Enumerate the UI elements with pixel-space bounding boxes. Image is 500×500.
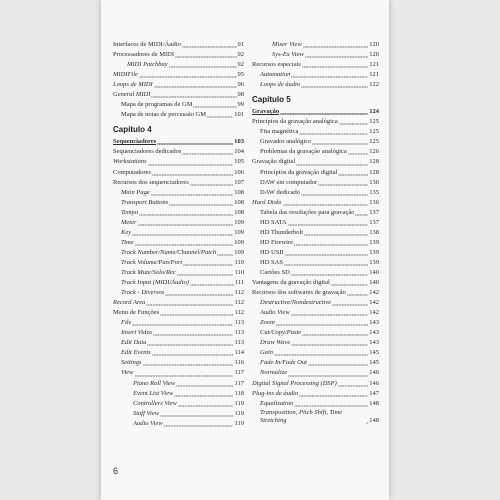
toc-entry-page: 135: [369, 188, 379, 196]
toc-entry: [252, 137, 379, 147]
dot-leader: [291, 274, 368, 276]
toc-entry: [252, 188, 379, 198]
toc-entry: [252, 40, 379, 50]
toc-entry-page: 137: [369, 208, 379, 216]
toc-entry-title: HD SAS: [260, 258, 283, 266]
toc-entry-page: 105: [234, 158, 244, 166]
toc-entry-title: HD SATA: [260, 218, 287, 226]
toc-entry: [252, 389, 379, 399]
toc-entry-page: 119: [234, 409, 244, 417]
toc-entry-title: Mapa de programas de GM: [121, 101, 193, 109]
toc-entry-page: 128: [369, 158, 379, 166]
toc-entry: [113, 147, 244, 157]
toc-entry: [113, 238, 244, 248]
dot-leader: [138, 224, 234, 226]
dot-leader: [294, 244, 368, 246]
toc-entry-title: Settings: [121, 359, 142, 367]
dot-leader: [135, 375, 234, 377]
toc-entry: [113, 40, 244, 50]
toc-entry-title: Record Area: [113, 299, 146, 307]
toc-entry-title: HD Firewire: [260, 238, 294, 246]
toc-entry: [113, 198, 244, 208]
toc-entry-title: Track Volume/Pan/Port: [121, 258, 183, 266]
dot-leader: [139, 214, 233, 216]
dot-leader: [338, 174, 368, 176]
toc-entry-page: 103: [234, 138, 244, 146]
toc-entry-title: Vantagens da gravação digital: [252, 279, 330, 287]
toc-entry: [113, 368, 244, 378]
dot-leader: [193, 106, 236, 108]
toc-entry-title: Sys-Ex View: [272, 51, 304, 59]
toc-entry-title: Key: [121, 228, 132, 236]
chapter-heading: Capítulo 5: [252, 95, 291, 105]
toc-entry-page: 113: [234, 329, 244, 337]
toc-entry-page: 107: [234, 178, 244, 186]
toc-entry-title: Princípios da gravação analógica: [252, 118, 338, 126]
toc-entry-page: 120: [369, 51, 379, 59]
toc-entry: [252, 178, 379, 188]
toc-entry: [113, 379, 244, 389]
toc-entry: [113, 389, 244, 399]
toc-entry: [252, 238, 379, 248]
toc-entry-title: Insert Video: [121, 329, 153, 337]
dot-leader: [207, 116, 233, 118]
toc-entry-title: Recursos dos sequenciadores: [113, 178, 189, 186]
toc-entry-page: 116: [234, 359, 244, 367]
toc-entry: [113, 298, 244, 308]
dot-leader: [154, 86, 237, 88]
dot-leader: [285, 254, 369, 256]
toc-entry: [252, 348, 379, 358]
toc-entry-title: Fade In/Fade Out: [260, 359, 307, 367]
dot-leader: [284, 264, 368, 266]
dot-leader: [153, 334, 233, 336]
toc-entry: [252, 60, 379, 70]
toc-entry-title: Equalization: [260, 399, 294, 407]
dot-leader: [301, 194, 368, 196]
toc-entry: [113, 338, 244, 348]
toc-entry-page: 112: [234, 309, 244, 317]
toc-entry: [113, 248, 244, 258]
toc-entry-page: 137: [369, 218, 379, 226]
dot-leader: [276, 324, 368, 326]
toc-entry: [252, 117, 379, 127]
dot-leader: [182, 153, 233, 155]
toc-entry: [252, 399, 379, 409]
toc-entry-title: Transposition, Pitch Shift, Time Stretching: [260, 408, 343, 425]
dot-leader: [339, 123, 369, 125]
toc-entry-title: Track Number/Name/Channel/Patch: [121, 248, 217, 256]
toc-entry-page: 109: [234, 218, 244, 226]
toc-entry: [113, 178, 244, 188]
dot-leader: [178, 405, 234, 407]
toc-entry-page: 108: [234, 208, 244, 216]
dot-leader: [169, 66, 237, 68]
dot-leader: [348, 153, 368, 155]
dot-leader: [183, 264, 233, 266]
toc-entry-page: 124: [369, 108, 379, 116]
dot-leader: [302, 66, 368, 68]
toc-entry-page: 109: [234, 248, 244, 256]
dot-leader: [175, 56, 236, 58]
toc-entry-title: Problemas da gravação analógica: [260, 148, 347, 156]
toc-entry-title: Event List View: [133, 389, 174, 397]
toc-entry: [113, 409, 244, 419]
toc-entry: [252, 70, 379, 80]
toc-entry-title: File: [121, 319, 132, 327]
toc-entry: [113, 188, 244, 198]
toc-entry-title: Gravação: [252, 108, 280, 116]
toc-entry-page: 125: [369, 118, 379, 126]
toc-entry-page: 148: [369, 417, 379, 425]
toc-entry-page: 121: [369, 71, 379, 79]
toc-entry-page: 145: [369, 349, 379, 357]
toc-entry: [113, 110, 244, 120]
toc-entry-title: Time: [121, 238, 134, 246]
toc-entry-title: Controllers View: [133, 399, 177, 407]
toc-entry-title: Gravador analógico: [260, 138, 312, 146]
toc-entry-page: 146: [369, 379, 379, 387]
dot-leader: [151, 96, 236, 98]
toc-entry-page: 145: [369, 359, 379, 367]
toc-entry: [252, 258, 379, 268]
toc-entry-title: HD Thunderbolt: [260, 228, 304, 236]
dot-leader: [139, 76, 237, 78]
toc-entry: [252, 338, 379, 348]
toc-entry-title: MIDIFile: [113, 71, 138, 79]
dot-leader: [318, 184, 368, 186]
toc-entry: [252, 198, 379, 208]
toc-entry-title: View: [121, 369, 134, 377]
toc-entry: [252, 358, 379, 368]
toc-entry-title: Fita magnética: [260, 128, 299, 136]
toc-entry-page: 122: [369, 81, 379, 89]
toc-entry-title: Menu de Funções: [113, 309, 160, 317]
toc-entry-title: Princípios da gravação digital: [260, 168, 338, 176]
toc-entry-title: Main Page: [121, 188, 150, 196]
toc-entry: [113, 80, 244, 90]
dot-leader: [331, 284, 368, 286]
toc-entry: [113, 358, 244, 368]
toc-entry: [252, 168, 379, 178]
toc-entry-title: Digital Signal Processing (DSP): [252, 379, 337, 387]
toc-entry-title: Plug-ins de áudio: [252, 389, 299, 397]
toc-entry-title: Mapa de notas de percussão GM: [121, 111, 207, 119]
dot-leader: [132, 234, 233, 236]
toc-entry: [252, 409, 379, 426]
toc-entry: [113, 399, 244, 409]
toc-entry-title: Computadores: [113, 168, 151, 176]
toc-entry: [113, 348, 244, 358]
toc-entry: [113, 90, 244, 100]
toc-entry-page: 119: [234, 419, 244, 427]
toc-entry: [113, 157, 244, 167]
dot-leader: [132, 324, 233, 326]
toc-entry: [113, 258, 244, 268]
toc-entry-title: Mixer View: [272, 41, 302, 48]
toc-entry-title: Sequenciadores dedicados: [113, 148, 182, 156]
toc-entry: [252, 147, 379, 157]
toc-entry: [252, 228, 379, 238]
toc-entry: [252, 127, 379, 137]
dot-leader: [291, 314, 369, 316]
toc-entry-page: 143: [369, 339, 379, 347]
toc-entry: [113, 137, 244, 147]
dot-leader: [283, 204, 369, 206]
toc-entry: [113, 228, 244, 238]
dot-leader: [152, 174, 233, 176]
toc-entry-page: 96: [237, 81, 244, 89]
toc-entry-page: 139: [369, 248, 379, 256]
toc-entry-title: Audio View: [133, 419, 163, 427]
toc-entry: [113, 268, 244, 278]
toc-entry-page: 104: [234, 148, 244, 156]
dot-leader: [304, 234, 368, 236]
dot-leader: [157, 143, 233, 145]
dot-leader: [296, 164, 368, 166]
dot-leader: [169, 204, 233, 206]
toc-entry-title: Track - Diversos: [121, 289, 165, 297]
toc-entry-title: Zoom: [260, 319, 275, 327]
book-page: [101, 0, 389, 500]
toc-entry: [252, 218, 379, 228]
toc-entry-page: 140: [369, 279, 379, 287]
toc-entry-title: Piano Roll View: [133, 379, 176, 387]
toc-entry-title: Audio View: [260, 309, 290, 317]
dot-leader: [332, 304, 368, 306]
toc-entry-page: 142: [369, 299, 379, 307]
toc-entry: [113, 50, 244, 60]
dot-leader: [299, 395, 368, 397]
toc-entry-title: Hard Disks: [252, 198, 282, 206]
toc-entry-page: 147: [369, 389, 379, 397]
dot-leader: [177, 274, 234, 276]
page-number: 6: [113, 466, 119, 476]
toc-entry: [252, 298, 379, 308]
toc-entry-title: Track Input (MIDI/Áudio): [121, 279, 189, 287]
toc-entry-title: Destructive/Nondestructive: [260, 299, 332, 307]
toc-entry-page: 111: [234, 279, 244, 287]
toc-entry: [252, 80, 379, 90]
toc-entry: [252, 288, 379, 298]
dot-leader: [274, 354, 368, 356]
toc-entry-title: Edit Data: [121, 339, 147, 347]
toc-entry-title: Gain: [260, 349, 273, 357]
dot-leader: [301, 86, 368, 88]
dot-leader: [174, 395, 233, 397]
toc-entry: [113, 419, 244, 429]
toc-entry-page: 108: [234, 198, 244, 206]
toc-entry-page: 126: [369, 148, 379, 156]
toc-entry-page: 99: [237, 101, 244, 109]
toc-entry-page: 92: [237, 51, 244, 59]
toc-entry-title: Staff View: [133, 409, 160, 417]
dot-leader: [135, 244, 234, 246]
toc-entry-page: 106: [234, 168, 244, 176]
toc-entry-page: 119: [234, 399, 244, 407]
dot-leader: [176, 385, 233, 387]
toc-entry-title: DAW em computador: [260, 178, 318, 186]
toc-entry-page: 148: [369, 399, 379, 407]
toc-entry-title: Sequenciadores: [113, 138, 157, 146]
toc-entry-page: 142: [369, 309, 379, 317]
toc-entry-title: DAW dedicado: [260, 188, 300, 196]
dot-leader: [338, 385, 368, 387]
dot-leader: [303, 46, 369, 48]
toc-entry-page: 121: [369, 61, 379, 69]
toc-entry: [113, 60, 244, 70]
toc-entry: [252, 107, 379, 117]
toc-entry-title: General MIDI: [113, 91, 151, 99]
toc-entry: [252, 308, 379, 318]
chapter-heading: Capítulo 4: [113, 125, 152, 135]
toc-entry-page: 146: [369, 369, 379, 377]
toc-entry: [252, 50, 379, 60]
toc-entry-title: Cartões SD: [260, 268, 290, 276]
toc-entry: [113, 100, 244, 110]
toc-entry: [113, 278, 244, 288]
toc-entry: [113, 308, 244, 318]
dot-leader: [288, 375, 368, 377]
dot-leader: [312, 143, 368, 145]
toc-entry-page: 143: [369, 329, 379, 337]
toc-right-column: [252, 40, 379, 426]
toc-entry: [252, 368, 379, 378]
toc-entry-page: 125: [369, 128, 379, 136]
toc-entry-title: Recursos dos softwares de gravação: [252, 289, 346, 297]
toc-entry: [113, 318, 244, 328]
toc-entry-page: 140: [369, 268, 379, 276]
toc-entry: [113, 328, 244, 338]
dot-leader: [143, 364, 234, 366]
toc-entry-title: Automation: [260, 71, 291, 79]
dot-leader: [280, 113, 368, 115]
toc-entry-page: 118: [234, 389, 244, 397]
toc-entry-page: 101: [234, 111, 244, 119]
dot-leader: [146, 304, 233, 306]
toc-entry-title: Recursos especiais: [252, 61, 301, 69]
toc-entry: [113, 168, 244, 178]
dot-leader: [305, 56, 368, 58]
toc-entry-page: 142: [369, 289, 379, 297]
dot-leader: [347, 294, 368, 296]
dot-leader: [164, 425, 234, 427]
toc-entry-page: 130: [369, 178, 379, 186]
dot-leader: [308, 364, 368, 366]
toc-entry: [113, 218, 244, 228]
dot-leader: [148, 164, 234, 166]
dot-leader: [190, 184, 233, 186]
toc-entry-title: Normalize: [260, 369, 288, 377]
dot-leader: [291, 76, 368, 78]
toc-entry-page: 120: [369, 41, 379, 48]
toc-entry-page: 112: [234, 299, 244, 307]
toc-entry-page: 91: [237, 41, 244, 48]
toc-entry: [252, 318, 379, 328]
dot-leader: [160, 314, 233, 316]
toc-entry-title: Cut/Copy/Paste: [260, 329, 302, 337]
toc-entry-page: 139: [369, 258, 379, 266]
toc-entry-page: 110: [234, 258, 244, 266]
toc-entry-page: 108: [234, 188, 244, 196]
toc-entry: [252, 328, 379, 338]
toc-entry-page: 98: [237, 91, 244, 99]
dot-leader: [165, 294, 233, 296]
toc-entry-title: Edit Events: [121, 349, 151, 357]
dot-leader: [294, 405, 368, 407]
toc-entry-title: Loops de MIDI: [113, 81, 153, 89]
toc-entry-page: 125: [369, 138, 379, 146]
toc-entry-title: Track Mute/Solo/Rec: [121, 268, 176, 276]
toc-entry: [252, 248, 379, 258]
toc-entry-page: 128: [369, 168, 379, 176]
toc-entry-title: Gravação digital: [252, 158, 296, 166]
toc-entry-page: 143: [369, 319, 379, 327]
dot-leader: [190, 284, 234, 286]
toc-entry-page: 109: [234, 238, 244, 246]
dot-leader: [291, 344, 368, 346]
dot-leader: [302, 334, 368, 336]
toc-entry-title: Tempo: [121, 208, 139, 216]
toc-entry: [113, 288, 244, 298]
toc-entry: [252, 208, 379, 218]
dot-leader: [366, 422, 368, 424]
toc-entry: [113, 70, 244, 80]
toc-entry-page: 139: [369, 238, 379, 246]
toc-entry-title: Interfaces de MIDI/Áudio: [113, 41, 181, 48]
toc-entry: [252, 157, 379, 167]
dot-leader: [299, 133, 368, 135]
toc-left-column: [113, 40, 244, 429]
toc-entry-title: Draw Wave: [260, 339, 291, 347]
toc-entry-page: 92: [237, 61, 244, 69]
toc-entry: [252, 268, 379, 278]
toc-entry-title: Workstations: [113, 158, 147, 166]
toc-entry: [113, 208, 244, 218]
dot-leader: [182, 46, 237, 48]
toc-entry-title: Tabela das resoluções para gravação: [260, 208, 355, 216]
toc-entry-title: MIDI Patchbay: [127, 61, 168, 69]
toc-entry-title: Processadores de MIDI: [113, 51, 175, 59]
toc-entry-page: 110: [234, 268, 244, 276]
toc-entry-page: 95: [237, 71, 244, 79]
toc-entry-title: Loops de áudio: [260, 81, 301, 89]
dot-leader: [147, 344, 233, 346]
toc-entry-page: 136: [369, 198, 379, 206]
dot-leader: [152, 354, 234, 356]
dot-leader: [160, 415, 233, 417]
toc-entry-page: 138: [369, 228, 379, 236]
toc-entry-title: Meter: [121, 218, 137, 226]
toc-entry-page: 117: [234, 379, 244, 387]
toc-entry-page: 113: [234, 319, 244, 327]
toc-entry-page: 114: [234, 349, 244, 357]
dot-leader: [151, 194, 234, 196]
toc-entry-page: 113: [234, 339, 244, 347]
toc-entry-page: 109: [234, 228, 244, 236]
toc-entry-page: 117: [234, 369, 244, 377]
dot-leader: [288, 224, 369, 226]
toc-entry: [252, 278, 379, 288]
dot-leader: [217, 254, 233, 256]
dot-leader: [355, 214, 368, 216]
toc-entry: [252, 379, 379, 389]
toc-entry-title: HD USB: [260, 248, 284, 256]
toc-entry-title: Transport Buttons: [121, 198, 169, 206]
toc-entry-page: 112: [234, 289, 244, 297]
